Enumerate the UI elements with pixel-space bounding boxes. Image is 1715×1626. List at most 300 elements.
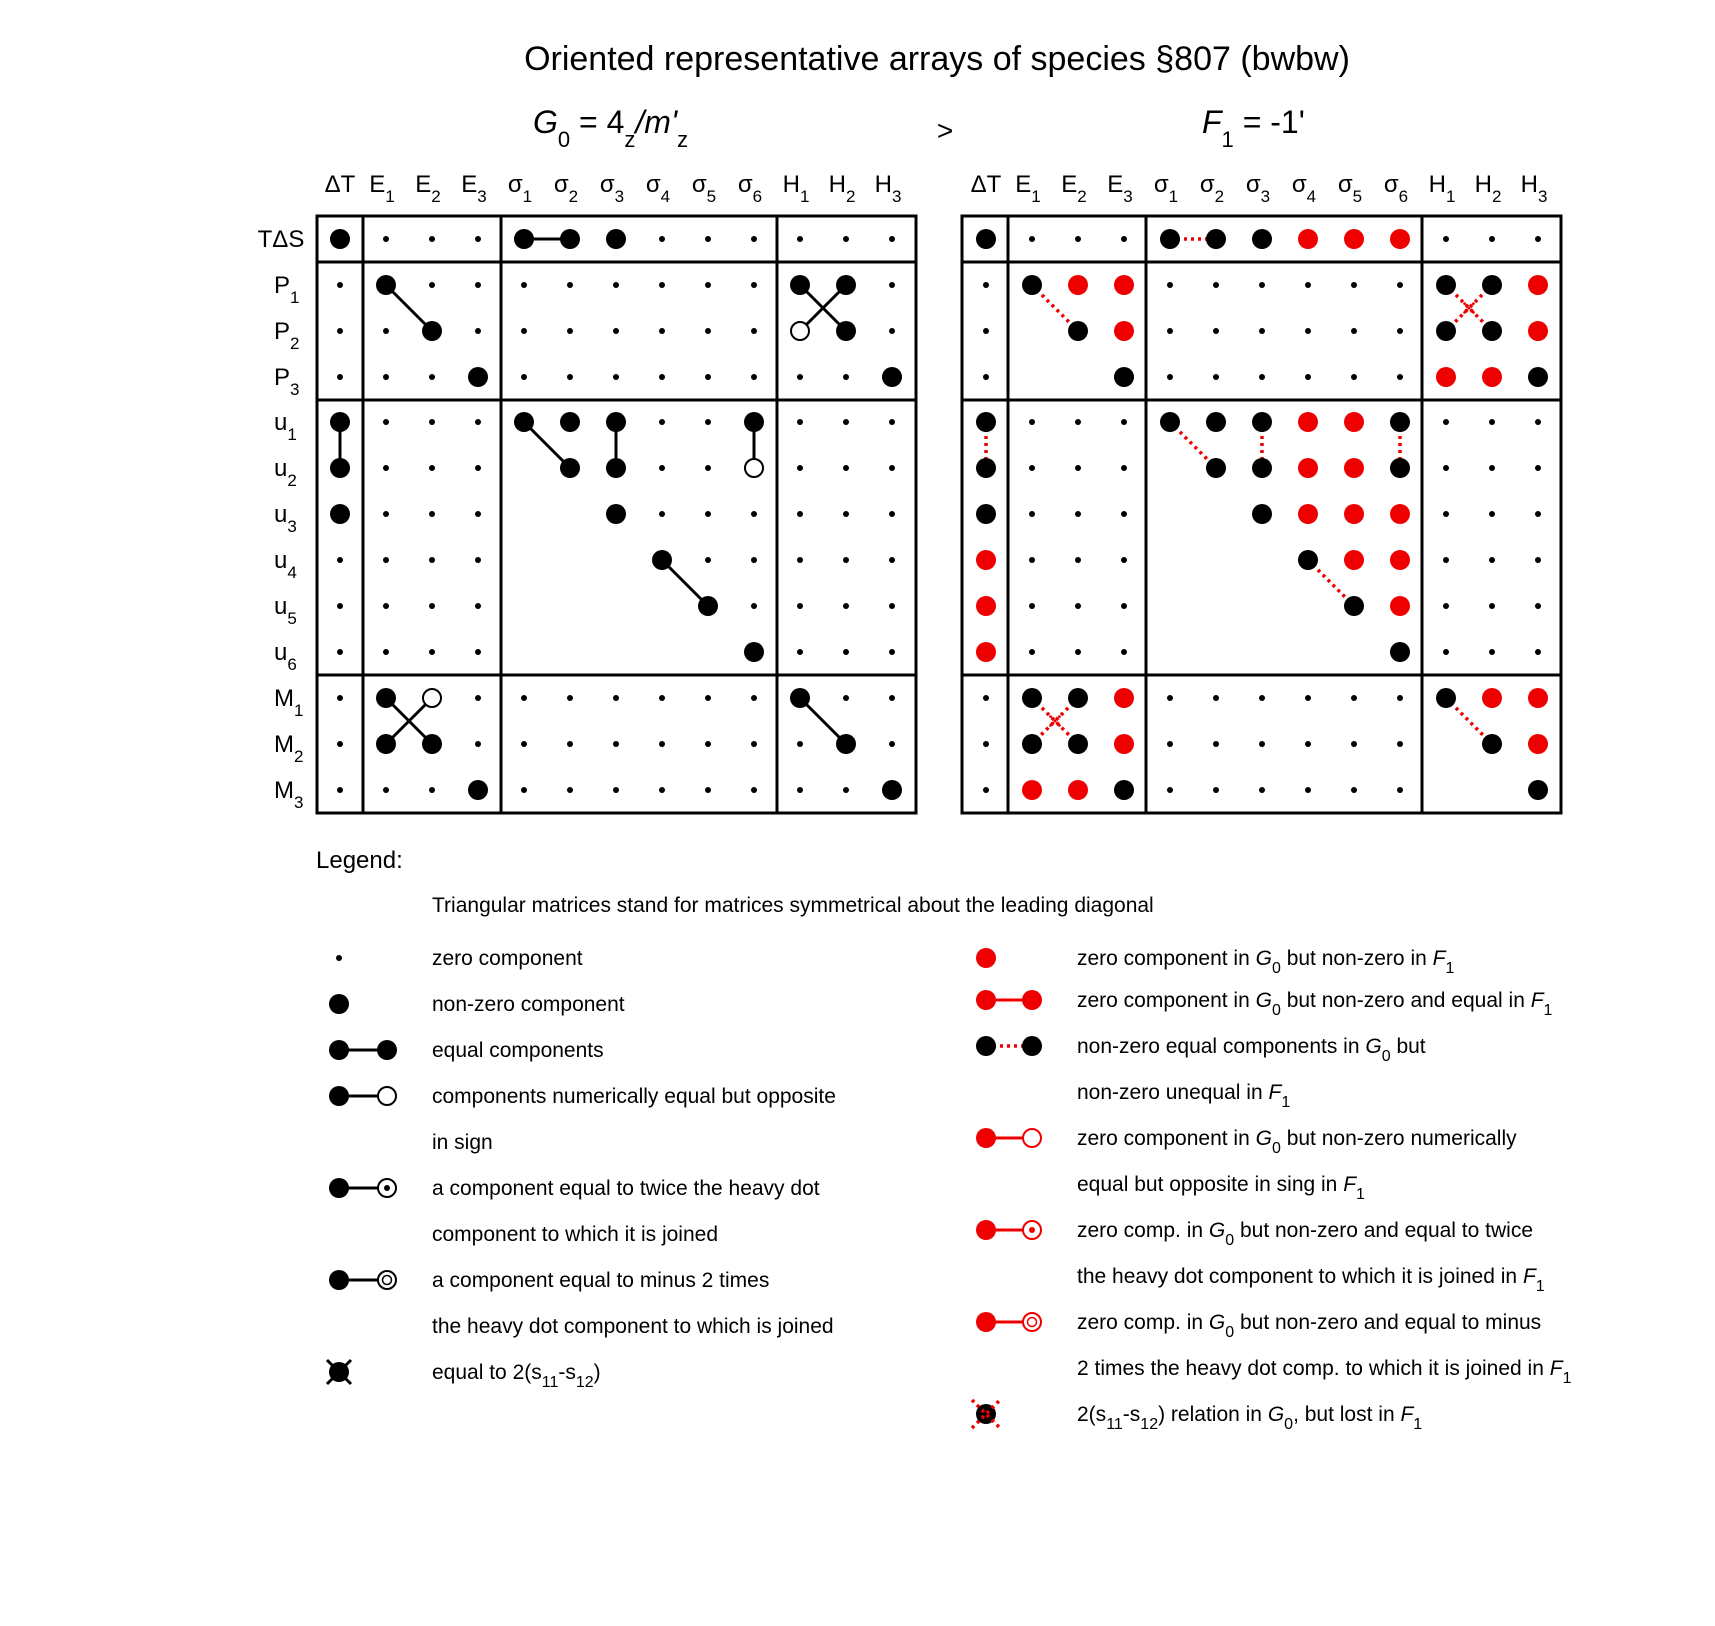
zero-component: [705, 511, 711, 517]
zero-component: [1443, 419, 1449, 425]
marker-dot: [1058, 715, 1061, 718]
left-column-label: $\sigma_3$: [599, 171, 625, 206]
non-zero-component: [1068, 688, 1088, 708]
new-component-red: [1068, 275, 1088, 295]
legend-dot: [976, 990, 996, 1010]
new-component-red: [1114, 688, 1134, 708]
zero-component: [983, 741, 989, 747]
zero-component: [337, 787, 343, 793]
zero-component: [521, 328, 527, 334]
non-zero-component: [606, 412, 626, 432]
zero-component: [705, 419, 711, 425]
right-column-label: $E_2$: [1061, 171, 1087, 206]
non-zero-component: [1206, 412, 1226, 432]
zero-component: [1535, 511, 1541, 517]
non-zero-component: [882, 780, 902, 800]
zero-component: [337, 695, 343, 701]
zero-component: [1397, 741, 1403, 747]
legend-right-text: 2 times the heavy dot comp. to which it is joined in $F_1$: [1077, 1357, 1572, 1387]
non-zero-component: [1298, 550, 1318, 570]
zero-component: [843, 603, 849, 609]
non-zero-component: [330, 229, 350, 249]
non-zero-component: [1114, 780, 1134, 800]
new-component-red: [1344, 229, 1364, 249]
non-zero-component: [376, 275, 396, 295]
zero-component: [475, 511, 481, 517]
legend-right-text: equal but opposite in sing in $F_1$: [1077, 1173, 1365, 1203]
zero-component: [797, 511, 803, 517]
zero-component: [521, 374, 527, 380]
non-zero-component: [560, 458, 580, 478]
zero-component: [1259, 787, 1265, 793]
zero-component: [1167, 282, 1173, 288]
new-component-red: [1482, 688, 1502, 708]
zero-component: [751, 695, 757, 701]
non-zero-component: [376, 688, 396, 708]
non-zero-component: [560, 412, 580, 432]
legend-right-text: zero component in $G_0$ but non-zero numerically: [1077, 1127, 1517, 1157]
zero-component: [797, 787, 803, 793]
zero-component: [1259, 374, 1265, 380]
zero-component: [705, 236, 711, 242]
new-component-red: [1344, 504, 1364, 524]
zero-component: [1351, 328, 1357, 334]
non-zero-component: [836, 275, 856, 295]
zero-component: [1167, 695, 1173, 701]
legend-dot: [329, 1040, 349, 1060]
zero-component: [429, 282, 435, 288]
zero-component: [659, 465, 665, 471]
zero-component: [1443, 236, 1449, 242]
zero-component: [705, 328, 711, 334]
new-component-red: [1390, 550, 1410, 570]
non-zero-component: [468, 780, 488, 800]
zero-component: [751, 282, 757, 288]
legend-left-text: zero component: [432, 947, 583, 970]
zero-component: [1443, 557, 1449, 563]
non-zero-component: [560, 229, 580, 249]
right-column-label: $\sigma_2$: [1199, 171, 1225, 206]
non-zero-component: [836, 734, 856, 754]
zero-component: [751, 374, 757, 380]
non-zero-component: [698, 596, 718, 616]
new-component-red: [1482, 367, 1502, 387]
zero-component: [983, 787, 989, 793]
legend-right-text: non-zero unequal in $F_1$: [1077, 1081, 1291, 1111]
non-zero-component: [606, 504, 626, 524]
legend-right-text: zero comp. in $G_0$ but non-zero and equal to minus: [1077, 1311, 1542, 1341]
left-column-label: $H_3$: [874, 171, 902, 206]
non-zero-component: [514, 412, 534, 432]
marker-dot: [1056, 722, 1059, 725]
new-component-red: [1114, 734, 1134, 754]
right-column-label: $\sigma_5$: [1337, 171, 1363, 206]
legend-open-dot: [1023, 1129, 1041, 1147]
non-zero-component: [882, 367, 902, 387]
non-zero-component: [1252, 458, 1272, 478]
zero-component: [613, 787, 619, 793]
non-zero-component: [1390, 642, 1410, 662]
right-column-label: $H_1$: [1428, 171, 1456, 206]
non-zero-component: [1068, 734, 1088, 754]
left-column-label: $\sigma_4$: [645, 171, 671, 206]
zero-component: [383, 557, 389, 563]
zero-component: [429, 511, 435, 517]
non-zero-component: [1022, 275, 1042, 295]
right-column-label: ΔT: [970, 171, 1002, 198]
legend-left-text: the heavy dot component to which is joined: [432, 1315, 834, 1338]
non-zero-component: [790, 688, 810, 708]
zero-component: [1121, 419, 1127, 425]
zero-component: [475, 419, 481, 425]
zero-component: [521, 787, 527, 793]
new-component-red: [1114, 321, 1134, 341]
zero-component: [1075, 511, 1081, 517]
left-column-label: $H_2$: [828, 171, 856, 206]
zero-component: [337, 649, 343, 655]
legend-dot: [1022, 1036, 1042, 1056]
zero-component: [1075, 236, 1081, 242]
legend-right-text: zero comp. in $G_0$ but non-zero and equal to twice: [1077, 1219, 1534, 1249]
legend-dot: [976, 1128, 996, 1148]
zero-component: [1213, 695, 1219, 701]
zero-component: [705, 557, 711, 563]
non-zero-component: [652, 550, 672, 570]
zero-component: [1305, 741, 1311, 747]
zero-component: [383, 603, 389, 609]
zero-component: [567, 787, 573, 793]
left-column-label: $\sigma_5$: [691, 171, 717, 206]
legend-open-dot: [378, 1087, 396, 1105]
zero-component: [983, 328, 989, 334]
marker-dot: [1472, 311, 1475, 314]
zero-component: [843, 236, 849, 242]
opposite-sign-component: [791, 322, 809, 340]
zero-component: [429, 603, 435, 609]
zero-component: [337, 741, 343, 747]
zero-component: [983, 282, 989, 288]
zero-component: [1213, 282, 1219, 288]
zero-component: [659, 695, 665, 701]
legend-dot: [329, 1270, 349, 1290]
zero-component: [567, 328, 573, 334]
zero-component: [1351, 787, 1357, 793]
legend-left-text: in sign: [432, 1131, 493, 1154]
non-zero-component: [1252, 412, 1272, 432]
zero-component: [429, 649, 435, 655]
zero-component: [1075, 649, 1081, 655]
left-group-header: $G_0 = 4_z/m'_z$: [533, 104, 689, 152]
zero-component: [843, 374, 849, 380]
left-column-label: $\sigma_1$: [507, 171, 533, 206]
zero-component: [659, 374, 665, 380]
non-zero-component: [1528, 780, 1548, 800]
zero-component: [613, 695, 619, 701]
non-zero-component: [606, 229, 626, 249]
non-zero-component: [1390, 412, 1410, 432]
zero-component: [1259, 328, 1265, 334]
legend-dot: [1022, 990, 1042, 1010]
zero-component: [705, 465, 711, 471]
new-component-red: [1528, 688, 1548, 708]
zero-component: [659, 419, 665, 425]
zero-component: [889, 236, 895, 242]
legend-heading: Legend:: [316, 847, 403, 874]
row-label: $u_1$: [274, 409, 297, 444]
zero-component: [1489, 465, 1495, 471]
zero-component: [567, 741, 573, 747]
marker-dot: [1463, 311, 1466, 314]
right-column-label: $E_3$: [1107, 171, 1133, 206]
right-column-label: $H_3$: [1520, 171, 1548, 206]
legend-left-text: a component equal to twice the heavy dot: [432, 1177, 820, 1200]
non-zero-component: [976, 229, 996, 249]
zero-component: [889, 649, 895, 655]
new-component-red: [1068, 780, 1088, 800]
new-component-red: [976, 550, 996, 570]
zero-component: [475, 557, 481, 563]
left-column-label: $E_3$: [461, 171, 487, 206]
zero-component: [429, 787, 435, 793]
left-column-label: $E_2$: [415, 171, 441, 206]
right-column-label: $H_2$: [1474, 171, 1502, 206]
zero-component: [1351, 374, 1357, 380]
zero-component: [889, 557, 895, 563]
zero-component: [567, 282, 573, 288]
zero-component: [1121, 649, 1127, 655]
legend-dot: [329, 1178, 349, 1198]
zero-component: [1535, 557, 1541, 563]
legend-left-text: equal components: [432, 1039, 604, 1062]
non-zero-component: [1252, 504, 1272, 524]
zero-component: [659, 328, 665, 334]
new-component-red: [976, 642, 996, 662]
zero-component: [1029, 603, 1035, 609]
non-zero-component: [1390, 458, 1410, 478]
new-component-red: [1528, 734, 1548, 754]
zero-component: [383, 419, 389, 425]
marker-dot: [1468, 307, 1471, 310]
new-component-red: [1528, 321, 1548, 341]
zero-component: [1443, 511, 1449, 517]
new-component-red: [1344, 550, 1364, 570]
zero-component: [705, 374, 711, 380]
non-zero-component: [976, 412, 996, 432]
zero-component: [1121, 557, 1127, 563]
legend-dot: [329, 1086, 349, 1106]
zero-component: [383, 649, 389, 655]
zero-component: [1029, 236, 1035, 242]
zero-component: [1443, 465, 1449, 471]
zero-component: [751, 236, 757, 242]
zero-component: [751, 741, 757, 747]
zero-component: [659, 741, 665, 747]
non-zero-component: [1206, 458, 1226, 478]
zero-component: [705, 741, 711, 747]
zero-component: [613, 741, 619, 747]
non-zero-component: [1528, 367, 1548, 387]
row-label: $u_3$: [274, 501, 297, 536]
zero-component: [1167, 787, 1173, 793]
zero-component: [1489, 236, 1495, 242]
row-label: $M_2$: [274, 731, 304, 766]
zero-component: [1397, 695, 1403, 701]
zero-component: [1535, 236, 1541, 242]
left-column-label: $\sigma_6$: [737, 171, 763, 206]
row-label: $M_1$: [274, 685, 304, 720]
zero-component: [843, 649, 849, 655]
non-zero-component: [790, 275, 810, 295]
non-zero-component: [514, 229, 534, 249]
legend-open-dot: [1023, 1313, 1041, 1331]
non-zero-component: [1022, 688, 1042, 708]
left-column-label: ΔT: [324, 171, 356, 198]
non-zero-component: [330, 504, 350, 524]
zero-component: [475, 695, 481, 701]
legend-left-text: components numerically equal but opposite: [432, 1085, 836, 1108]
legend-center-dot: [1029, 1227, 1035, 1233]
marker-dot: [1058, 724, 1061, 727]
non-zero-component: [1160, 412, 1180, 432]
comparison-symbol: >: [936, 115, 954, 146]
legend-right-text: the heavy dot component to which it is joined in $F_1$: [1077, 1265, 1545, 1295]
zero-component: [1397, 328, 1403, 334]
non-zero-component: [422, 321, 442, 341]
zero-component: [843, 465, 849, 471]
new-component-red: [1528, 275, 1548, 295]
zero-component: [1351, 741, 1357, 747]
marker-dot: [1465, 309, 1468, 312]
zero-component: [1121, 236, 1127, 242]
legend-dot: [329, 994, 349, 1014]
zero-component: [797, 465, 803, 471]
zero-component: [1535, 649, 1541, 655]
marker-dot: [1463, 302, 1466, 305]
zero-component: [1029, 557, 1035, 563]
zero-component: [475, 465, 481, 471]
zero-component: [1305, 787, 1311, 793]
new-component-red: [976, 596, 996, 616]
legend-dot: [976, 948, 996, 968]
marker-dot: [1051, 722, 1054, 725]
opposite-sign-component: [423, 689, 441, 707]
zero-component: [889, 328, 895, 334]
zero-component: [1213, 374, 1219, 380]
zero-component: [659, 282, 665, 288]
zero-component: [843, 695, 849, 701]
new-component-red: [1436, 367, 1456, 387]
marker-dot: [1054, 720, 1057, 723]
zero-component: [889, 511, 895, 517]
zero-component: [1259, 695, 1265, 701]
zero-component: [613, 328, 619, 334]
zero-component: [337, 328, 343, 334]
non-zero-component: [1482, 275, 1502, 295]
new-component-red: [1390, 229, 1410, 249]
zero-component: [797, 419, 803, 425]
legend-dot: [976, 1036, 996, 1056]
new-component-red: [1298, 229, 1318, 249]
legend-right-text: $2(s_{11}-s_{12})$ relation in $G_0$, but lost in $F_1$: [1077, 1403, 1423, 1433]
legend-right-text: non-zero equal components in $G_0$ but: [1077, 1035, 1426, 1065]
left-column-label: $H_1$: [782, 171, 810, 206]
zero-component: [475, 282, 481, 288]
legend-note: Triangular matrices stand for matrices symmetrical about the leading diagonal: [432, 894, 1154, 917]
zero-component: [475, 236, 481, 242]
new-component-red: [1344, 412, 1364, 432]
zero-component: [659, 787, 665, 793]
zero-component: [797, 741, 803, 747]
zero-component: [1213, 741, 1219, 747]
non-zero-component: [744, 412, 764, 432]
zero-component: [429, 557, 435, 563]
zero-component: [751, 603, 757, 609]
non-zero-component: [376, 734, 396, 754]
zero-component: [521, 741, 527, 747]
new-component-red: [1344, 458, 1364, 478]
zero-component: [429, 419, 435, 425]
legend-center-dot: [384, 1185, 390, 1191]
new-component-red: [1114, 275, 1134, 295]
zero-component: [613, 282, 619, 288]
zero-component: [1213, 328, 1219, 334]
zero-component: [1167, 374, 1173, 380]
zero-component: [1213, 787, 1219, 793]
zero-component: [337, 557, 343, 563]
zero-component: [983, 695, 989, 701]
zero-component: [1305, 374, 1311, 380]
lost-relation-marker: [1463, 302, 1475, 314]
zero-component: [797, 236, 803, 242]
zero-component: [1305, 695, 1311, 701]
legend-dot: [377, 1040, 397, 1060]
zero-component: [889, 741, 895, 747]
row-label: $u_2$: [274, 455, 297, 490]
zero-component: [1397, 282, 1403, 288]
zero-component: [889, 695, 895, 701]
non-zero-component: [976, 504, 996, 524]
right-column-label: $E_1$: [1015, 171, 1041, 206]
zero-component: [1351, 282, 1357, 288]
zero-component: [475, 741, 481, 747]
zero-component: [1121, 603, 1127, 609]
non-zero-component: [1068, 321, 1088, 341]
zero-component: [843, 557, 849, 563]
zero-component: [1351, 695, 1357, 701]
legend-dot: [976, 1312, 996, 1332]
zero-component: [1075, 465, 1081, 471]
zero-component: [1029, 465, 1035, 471]
zero-component: [383, 465, 389, 471]
zero-component: [429, 236, 435, 242]
zero-component: [1305, 282, 1311, 288]
new-component-red: [1022, 780, 1042, 800]
zero-component: [1167, 741, 1173, 747]
zero-component: [751, 328, 757, 334]
lost-relation-marker: [1049, 715, 1061, 727]
row-label: $M_3$: [274, 777, 304, 812]
zero-component: [705, 282, 711, 288]
non-zero-component: [468, 367, 488, 387]
zero-component: [983, 374, 989, 380]
zero-component: [797, 557, 803, 563]
marker-dot: [1049, 715, 1052, 718]
zero-component: [797, 374, 803, 380]
zero-component: [1075, 419, 1081, 425]
non-zero-component: [330, 458, 350, 478]
non-zero-component: [1436, 688, 1456, 708]
zero-component: [613, 374, 619, 380]
